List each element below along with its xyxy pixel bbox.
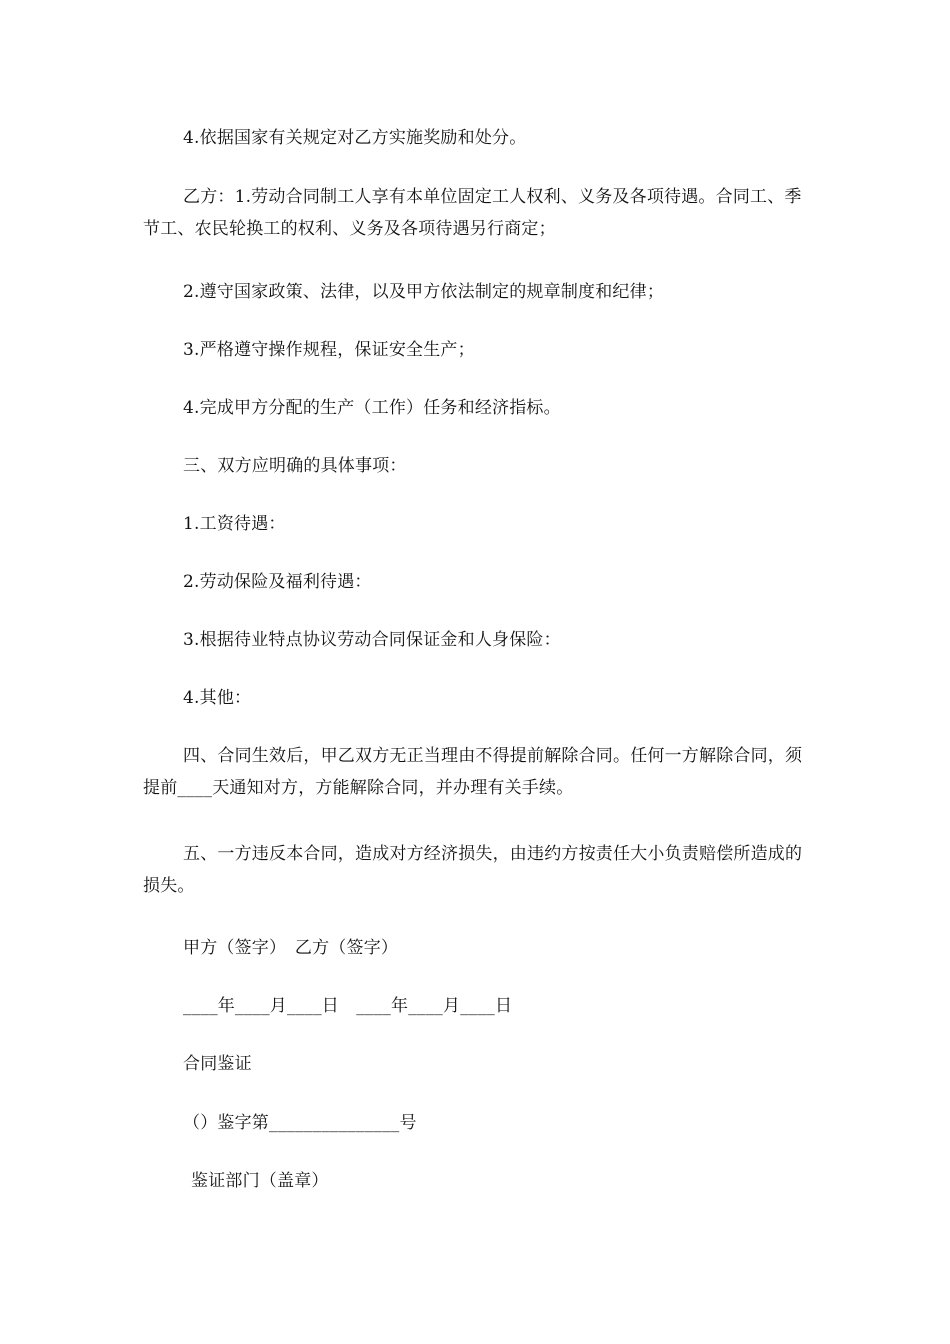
clause-yi-4: 4.完成甲方分配的生产（工作）任务和经济指标。 (183, 398, 561, 418)
item-deposit-insurance: 3.根据待业特点协议劳动合同保证金和人身保险： (183, 630, 561, 650)
contract-verification-title: 合同鉴证 (183, 1054, 252, 1074)
clause-jia-4: 4.依据国家有关规定对乙方实施奖励和处分。 (183, 128, 527, 148)
clause-yi-2: 2.遵守国家政策、法律，以及甲方依法制定的规章制度和纪律； (183, 282, 665, 302)
section-five: 五、一方违反本合同，造成对方经济损失，由违约方按责任大小负责赔偿所造成的损失。 (143, 844, 803, 896)
section-four: 四、合同生效后，甲乙双方无正当理由不得提前解除合同。任何一方解除合同，须提前____天通知对方，方能解除合同，并办理有关手续。 (143, 746, 803, 798)
item-wages: 1.工资待遇： (183, 514, 286, 534)
clause-yi-3: 3.严格遵守操作规程，保证安全生产； (183, 340, 475, 360)
date-line: ____年____月____日 ____年____月____日 (183, 996, 513, 1016)
signature-line: 甲方（签字） 乙方（签字） (183, 938, 399, 958)
section-three-heading: 三、双方应明确的具体事项： (183, 456, 407, 476)
verification-department: 鉴证部门（盖章） (191, 1171, 329, 1191)
clause-yi-1: 乙方：1.劳动合同制工人享有本单位固定工人权利、义务及各项待遇。合同工、季节工、农民轮换工的权利、义务及各项待遇另行商定； (143, 187, 802, 239)
item-insurance-welfare: 2.劳动保险及福利待遇： (183, 572, 372, 592)
verification-number: （）鉴字第_______________号 (183, 1113, 417, 1133)
item-other: 4.其他： (183, 688, 252, 708)
